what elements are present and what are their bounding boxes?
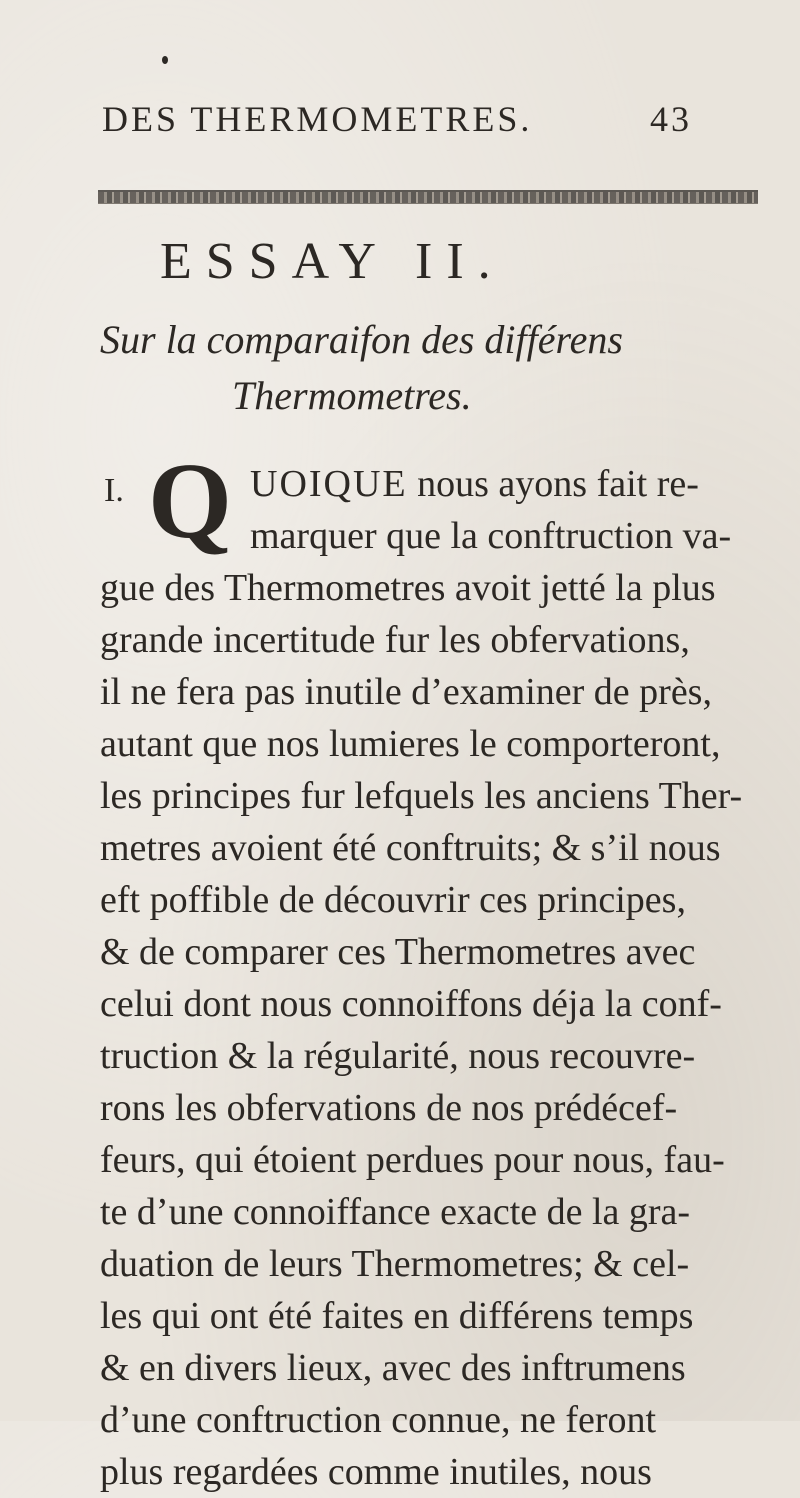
essay-heading: ESSAY II.: [160, 233, 505, 290]
text-line: truction & la régularité, nous recouvre-: [100, 1035, 696, 1077]
text-line: te d’une connoiffance exacte de la gra-: [100, 1191, 691, 1233]
text-line: rons les obfervations de nos prédécef-: [100, 1087, 678, 1129]
text-line: eft poffible de découvrir ces principes,: [100, 879, 686, 921]
text-line: marquer que la conftruction va-: [250, 515, 732, 557]
text-line: feurs, qui étoient perdues pour nous, fau-: [100, 1139, 725, 1181]
ink-speck: [162, 56, 168, 64]
lead-word: UOIQUE: [250, 463, 408, 505]
text-line: il ne fera pas inutile d’examiner de près,: [100, 671, 712, 713]
paragraph-body: [100, 458, 760, 1498]
text-line: d’une conftruction connue, ne feront: [100, 1399, 657, 1441]
drop-cap: Q: [148, 442, 233, 561]
text-line: les principes fur lefquels les anciens Ther-: [100, 775, 743, 817]
subtitle-line: Sur la comparaifon des différens: [100, 317, 623, 362]
text-line: duation de leurs Thermometres; & cel-: [100, 1243, 690, 1285]
decorative-rule: [98, 190, 758, 204]
text-line: plus regardées comme inutiles, nous: [100, 1451, 652, 1493]
text-line: & en divers lieux, avec des inftrumens: [100, 1347, 686, 1389]
running-head: [102, 98, 762, 154]
subtitle-line: Thermometres.: [232, 373, 472, 418]
page-number: 43: [650, 99, 692, 139]
text-line: les qui ont été faites en différens temps: [100, 1295, 694, 1337]
essay-subtitle: [100, 312, 740, 424]
text-line: [100, 458, 760, 510]
text-line: autant que nos lumieres le comporteront,: [100, 723, 721, 765]
running-title: DES THERMOMETRES.: [102, 99, 533, 139]
paragraph-number: I.: [104, 472, 124, 509]
text-line: & de comparer ces Thermometres avec: [100, 931, 696, 973]
text-line: gue des Thermometres avoit jetté la plus: [100, 567, 716, 609]
text-line: metres avoient été conftruits; & s’il nous: [100, 827, 721, 869]
text-line-rest: nous ayons fait re-: [407, 463, 699, 505]
text-line: grande incertitude fur les obfervations,: [100, 619, 690, 661]
text-line: celui dont nous connoiffons déja la conf-: [100, 983, 722, 1025]
